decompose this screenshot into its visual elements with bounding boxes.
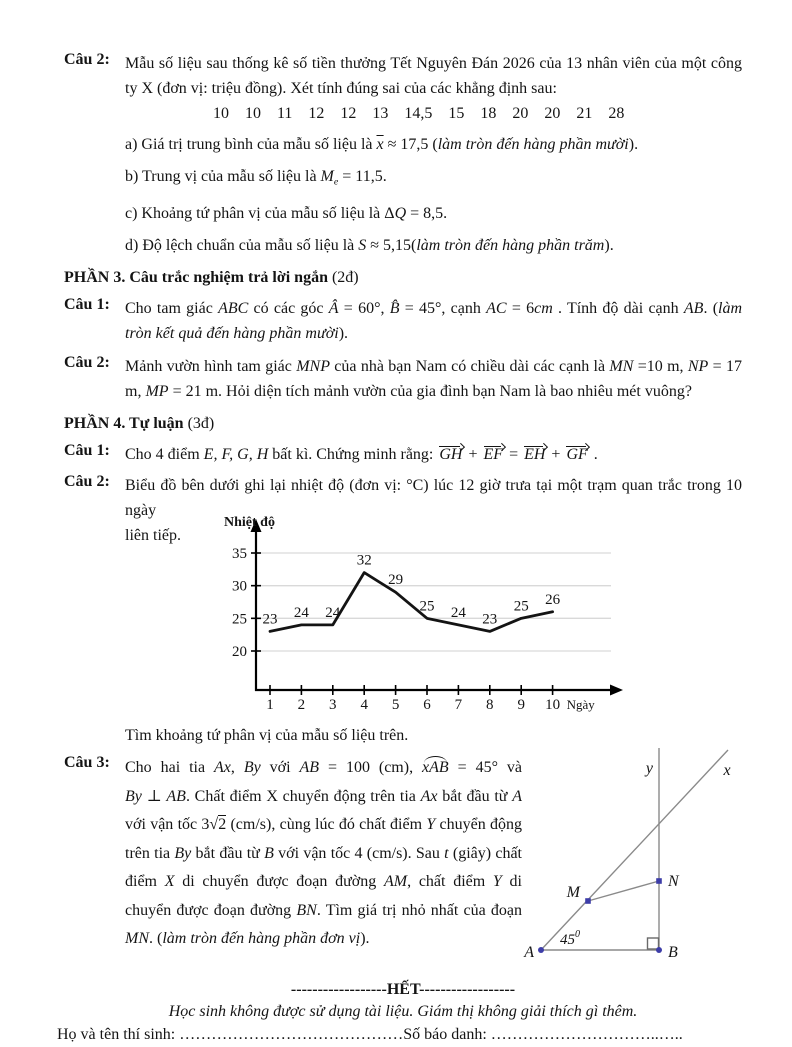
- label-x: x: [723, 762, 731, 780]
- label-n: N: [668, 873, 679, 891]
- svg-text:9: 9: [517, 697, 525, 714]
- label-a: A: [524, 944, 534, 962]
- geometry-figure: [522, 740, 790, 968]
- question-block-temperature-chart: [64, 473, 742, 748]
- svg-text:7: 7: [454, 697, 463, 714]
- label-y: y: [645, 760, 653, 778]
- svg-text:24: 24: [325, 605, 341, 622]
- svg-text:8: 8: [486, 697, 494, 714]
- data-value: 13: [372, 105, 389, 122]
- question-block-triangle-abc: [64, 296, 742, 346]
- svg-text:1: 1: [266, 697, 274, 714]
- question-block-rays-geometry: [64, 754, 742, 973]
- data-value: 28: [608, 105, 625, 122]
- ray-ax-line: [541, 750, 731, 950]
- svg-text:5: 5: [391, 697, 400, 714]
- question-body: Mảnh vườn hình tam giác MNP của nhà bạn Nam có chiều dài các cạnh là MN =10 m, NP = 17 m, MP = 21 m. Hỏi diện tích mảnh vườn của gia đình bạn Nam là bao nhiêu mét vuông?: [125, 358, 743, 401]
- footer: [57, 979, 742, 1047]
- svg-text:6: 6: [423, 697, 431, 714]
- chart-question-task: Tìm khoảng tứ phân vị của mẫu số liệu trên.: [125, 727, 409, 745]
- point-b: [656, 947, 662, 953]
- question-block-garden-mnp: [64, 354, 742, 404]
- point-m: [585, 899, 591, 905]
- candidate-info-line: [57, 1023, 742, 1047]
- exam-note: Học sinh không được sử dụng tài liệu. Giám thị không giải thích gì thêm.: [168, 1003, 638, 1021]
- question-number: Câu 2:: [64, 473, 110, 491]
- intro-tail-text: liên tiếp.: [125, 527, 181, 545]
- chart-question-intro: Biểu đồ bên dưới ghi lại nhiệt độ (đơn vị: °C) lúc 12 giờ trưa tại một trạm quan trắc trong 10 ngày: [125, 477, 742, 520]
- chart-row: [125, 515, 742, 723]
- statement-d: d) Độ lệch chuẩn của mẫu số liệu là S ≈ 5,15(làm tròn đến hàng phần trăm).: [125, 237, 614, 255]
- data-value: 15: [448, 105, 465, 122]
- data-value: 21: [576, 105, 593, 122]
- data-value: 20: [544, 105, 561, 122]
- question-body: [125, 51, 742, 258]
- svg-text:24: 24: [293, 605, 309, 622]
- question-line: chuyển được đoạn đường BN. Tìm giá trị nhỏ nhất của đoạn: [125, 901, 522, 919]
- statement-a: a) Giá trị trung bình của mẫu số liệu là $\overline{x} \approx 17,5$ (làm tròn đến hàng phần mười).: [125, 136, 639, 153]
- data-value: 14,5: [404, 105, 433, 122]
- figure-container: [522, 740, 790, 973]
- question-number: Câu 3:: [64, 754, 110, 772]
- data-value: 11: [277, 105, 293, 122]
- candidate-id-dots: …………………………..…..: [490, 1026, 683, 1044]
- statement-b: b) Trung vị của mẫu số liệu là $M_e = 11,5$.: [125, 168, 387, 188]
- question-number: Câu 2:: [64, 354, 110, 372]
- svg-text:24: 24: [450, 605, 466, 622]
- svg-text:20: 20: [231, 644, 247, 661]
- point-a: [538, 947, 544, 953]
- svg-text:10: 10: [545, 697, 561, 714]
- segment-mn: [588, 881, 659, 901]
- svg-text:4: 4: [360, 697, 368, 714]
- label-m: M: [566, 884, 580, 902]
- question-line: By ⊥ AB. Chất điểm X chuyển động trên tia Ax bắt đầu từ A: [125, 787, 522, 805]
- data-value: 18: [480, 105, 497, 122]
- question-body: Cho tam giác ABC có các góc Â = 60°, B̂ = 45°, cạnh AC = 6cm . Tính độ dài cạnh AB. (làm tròn kết quả đến hàng phần mười).: [125, 300, 743, 343]
- data-value: 20: [512, 105, 529, 122]
- svg-text:26: 26: [545, 592, 561, 609]
- temperature-chart: [221, 515, 625, 715]
- question-number: Câu 1:: [64, 442, 110, 460]
- svg-text:Ngày: Ngày: [566, 697, 595, 713]
- question-line: với vận tốc 3√2 (cm/s), cùng lúc đó chất điểm Y chuyển động: [125, 816, 522, 834]
- angle-label: $45^0$: [560, 929, 580, 949]
- data-value: 12: [340, 105, 357, 122]
- question-line: MN. (làm tròn đến hàng phần đơn vị).: [125, 930, 370, 948]
- data-value: 12: [308, 105, 325, 122]
- question-number: Câu 2:: [64, 51, 110, 68]
- candidate-name-label: Họ và tên thí sinh:: [57, 1026, 180, 1044]
- right-angle-marker: [648, 938, 659, 949]
- svg-text:3: 3: [329, 697, 337, 714]
- data-value: 10: [213, 105, 229, 122]
- part3-heading: PHẦN 3. Câu trắc nghiệm trả lời ngắn (2đ): [64, 269, 359, 287]
- question-intro: Mẫu số liệu sau thống kê số tiền thưởng Tết Nguyên Đán 2026 của 13 nhân viên của một công ty X (đơn vị: triệu đồng). Xét tính đúng sai của các khẳng định sau:: [125, 55, 742, 97]
- point-n: [656, 879, 662, 885]
- question-line: trên tia By bắt đầu từ B với vận tốc 4 (cm/s). Sau t (giây) chất: [125, 844, 523, 862]
- question-number: Câu 1:: [64, 296, 110, 314]
- question-body: Cho 4 điểm E, F, G, H bất kì. Chứng minh rằng: GH + EF = EH + GF .: [125, 446, 598, 464]
- question-body: [125, 754, 522, 954]
- svg-text:32: 32: [356, 553, 372, 570]
- svg-text:30: 30: [231, 579, 247, 596]
- end-marker: ------------------HẾT------------------: [290, 981, 516, 999]
- question-block-statistics: [64, 51, 742, 258]
- statement-c: c) Khoảng tứ phân vị của mẫu số liệu là ΔQ = 8,5.: [125, 205, 448, 223]
- svg-text:25: 25: [513, 598, 529, 615]
- svg-text:23: 23: [482, 611, 498, 628]
- svg-text:25: 25: [231, 611, 247, 628]
- data-value: 10: [245, 105, 261, 122]
- label-b: B: [668, 944, 678, 962]
- svg-text:2: 2: [297, 697, 306, 714]
- svg-text:25: 25: [419, 598, 435, 615]
- question-block-vectors: [64, 442, 742, 467]
- part4-heading: PHẦN 4. Tự luận (3đ): [64, 415, 215, 433]
- candidate-id-label: Số báo danh:: [403, 1026, 491, 1044]
- question-line: Cho hai tia Ax, By với AB = 100 (cm), xAB = 45° và: [125, 759, 523, 777]
- question-line: điểm X di chuyển được đoạn đường AM, chất điểm Y di: [125, 873, 522, 891]
- candidate-name-dots: ……………………………………: [179, 1026, 404, 1044]
- svg-text:29: 29: [388, 572, 404, 589]
- chart-container: [221, 515, 625, 723]
- svg-text:Nhiệt độ: Nhiệt độ: [223, 515, 275, 531]
- svg-text:23: 23: [262, 611, 278, 628]
- data-values-row: [213, 103, 742, 125]
- question-body: [125, 473, 742, 748]
- svg-text:35: 35: [231, 546, 247, 563]
